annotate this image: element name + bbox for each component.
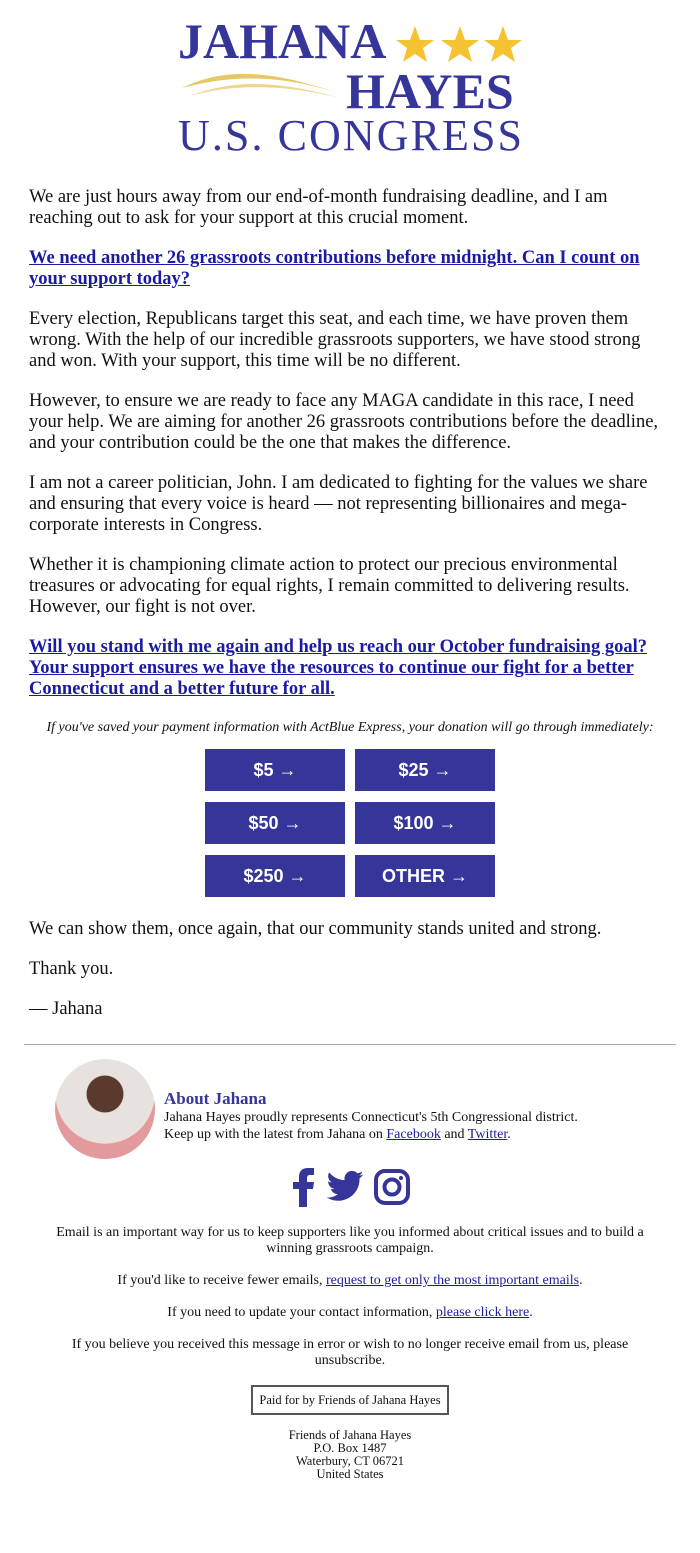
fewer-emails-link[interactable]: request to get only the most important emails: [325, 1273, 580, 1288]
paragraph: Every election, Republicans target this seat, and each time, we have proven them wrong. With the help of our incredible grassroots supporters, we have stood strong and won. With your support, this time will be no different.: [29, 309, 641, 371]
campaign-logo: [170, 14, 530, 159]
mailing-address: Friends of Jahana Hayes P.O. Box 1487 Waterbury, CT 06721 United States: [288, 1428, 412, 1481]
donate-100-button[interactable]: $100 →: [355, 802, 495, 844]
footer-text: If you'd like to receive fewer emails, request to get only the most important emails.: [117, 1273, 583, 1288]
paragraph: Thank you.: [29, 959, 114, 979]
avatar: [55, 1059, 155, 1159]
donate-link-2[interactable]: Will you stand with me again and help us reach our October fundraising goal? Your support ensures we have the resources to continue our fight for a better Connecticut and a better future for all.: [29, 637, 647, 699]
stars-icon: [396, 26, 522, 62]
divider: [24, 1044, 676, 1045]
svg-text:HAYES: HAYES: [346, 63, 514, 119]
update-contact-link[interactable]: please click here: [435, 1305, 530, 1320]
donate-other-button[interactable]: OTHER →: [355, 855, 495, 897]
paid-for-box: Paid for by Friends of Jahana Hayes: [251, 1385, 448, 1415]
social-icons: [0, 1167, 700, 1207]
svg-text:U.S. CONGRESS: U.S. CONGRESS: [178, 111, 522, 159]
about-title: About Jahana: [164, 1089, 267, 1108]
paragraph: Whether it is championing climate action to protect our precious environmental treasures or advocating for equal rights, I remain committed to delivering results. However, our fight is not over.: [29, 555, 630, 617]
svg-text:JAHANA: JAHANA: [178, 14, 387, 69]
donate-250-button[interactable]: $250 →: [205, 855, 345, 897]
paragraph: I am not a career politician, John. I am dedicated to fighting for the values we share and ensuring that every voice is heard — not representing billionaires and mega-corporate interests in Congress.: [29, 473, 648, 535]
donate-25-button[interactable]: $25 →: [355, 749, 495, 791]
donate-50-button[interactable]: $50 →: [205, 802, 345, 844]
paragraph: We can show them, once again, that our community stands united and strong.: [29, 919, 602, 939]
paragraph: However, to ensure we are ready to face any MAGA candidate in this race, I need your help. We are aiming for another 26 grassroots contributions before the deadline, and your contribution could be the one that makes the difference.: [29, 391, 659, 453]
facebook-link[interactable]: Facebook: [386, 1127, 441, 1142]
actblue-note: If you've saved your payment information with ActBlue Express, your donation will go through immediately:: [46, 720, 654, 735]
intro-paragraph: We are just hours away from our end-of-month fundraising deadline, and I am reaching out to ask for your support at this crucial moment.: [29, 187, 608, 228]
donate-5-button[interactable]: $5 →: [205, 749, 345, 791]
donate-link-1[interactable]: We need another 26 grassroots contributions before midnight. Can I count on your support today?: [29, 248, 640, 289]
about-text: Jahana Hayes proudly represents Connecticut's 5th Congressional district. Keep up with the latest from Jahana on Facebook and Twitter.: [164, 1110, 578, 1142]
footer-text: Email is an important way for us to keep supporters like you informed about critical issues and to build a winning grassroots campaign.: [56, 1225, 644, 1256]
footer-text: If you believe you received this message in error or wish to no longer receive email from us, please unsubscribe.: [71, 1337, 629, 1368]
donation-buttons: [29, 749, 671, 897]
twitter-link[interactable]: Twitter: [467, 1127, 508, 1142]
footer-text: If you need to update your contact information, please click here.: [167, 1305, 533, 1320]
signature: — Jahana: [29, 999, 103, 1019]
about-section: [0, 1059, 700, 1159]
twitter-icon[interactable]: [325, 1167, 365, 1207]
facebook-icon[interactable]: [289, 1167, 317, 1207]
instagram-icon[interactable]: [373, 1167, 411, 1207]
